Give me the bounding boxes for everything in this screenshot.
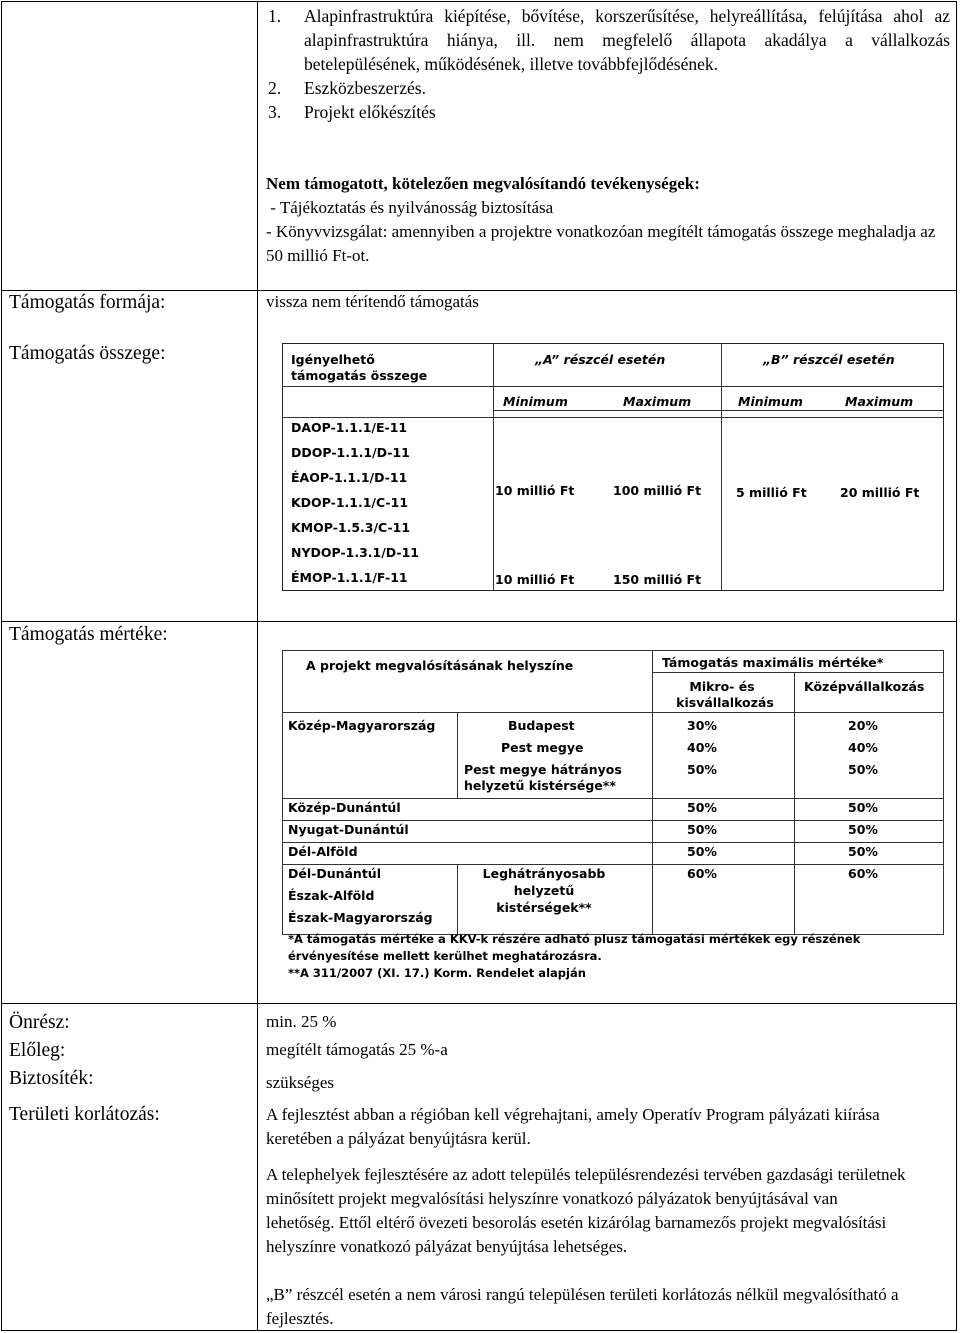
table-cell: 50% <box>687 844 717 859</box>
value-biztositek: szükséges <box>266 1073 334 1092</box>
table-cell: Pest megye <box>501 740 584 755</box>
table-cell: helyzetű kistérsége** <box>464 778 616 793</box>
value-teruleti-p2: A telephelyek fejlesztésére az adott település településrendezési tervében gazdasági területnek minősített projekt megvalósítási helyszínre vonatkozó pályázatok benyújtásával van lehetőség. Ettől eltérő övezeti besorolás esetén kizárólag barnamezős projekt megvalósítási helyszínre vonatkozó pályázat benyújtása lehetséges. <box>266 1165 906 1256</box>
label-forma: Támogatás formája: <box>9 292 166 313</box>
amount-table <box>282 343 944 591</box>
table-cell: 40% <box>848 740 878 755</box>
table-cell: Pest megye hátrányos <box>464 762 622 777</box>
mandatory-item: - Tájékoztatás és nyilvánosság biztosítása <box>266 198 554 217</box>
row-divider <box>1 1003 957 1004</box>
mandatory-item: - Könyvvizsgálat: amennyiben a projektre vonatkozóan megítélt támogatás összege meghaladja az 50 millió Ft-ot. <box>266 222 936 265</box>
list-text: Alapinfrastruktúra kiépítése, bővítése, korszerűsítése, helyreállítása, felújítása ahol az alapinfrastruktúra hiánya, ill. nem megfelelő állapota akadálya a vállalkozás betelepülésének, működésének, illetve továbbfejlődésének. <box>304 6 950 74</box>
value-teruleti-p3: „B” részcél esetén a nem városi rangú településen területi korlátozás nélkül megvalósítható a fejlesztés. <box>266 1285 899 1328</box>
label-teruleti: Területi korlátozás: <box>9 1104 160 1125</box>
table-header: A projekt megvalósításának helyszíne <box>306 658 574 673</box>
table-cell: 60% <box>687 866 717 881</box>
table-cell: 100 millió Ft <box>613 483 702 498</box>
table-header: Minimum <box>738 394 803 409</box>
label-mertek: Támogatás mértéke: <box>9 624 168 645</box>
table-cell: 30% <box>687 718 717 733</box>
value-eloleg: megítélt támogatás 25 %-a <box>266 1040 448 1059</box>
table-header: „B” részcél esetén <box>763 352 895 367</box>
table-cell: 20% <box>848 718 878 733</box>
table-cell: NYDOP-1.3.1/D-11 <box>291 545 419 560</box>
table-cell: Leghátrányosabb <box>482 866 606 881</box>
table-cell: 50% <box>687 800 717 815</box>
table-cell: 5 millió Ft <box>736 485 807 500</box>
list-item <box>268 100 950 124</box>
table-cell: KMOP-1.5.3/C-11 <box>291 520 411 535</box>
table-cell: 20 millió Ft <box>840 485 920 500</box>
column-divider <box>257 1 258 1331</box>
row-divider <box>1 621 957 622</box>
table-cell: Dél-Dunántúl <box>288 866 381 881</box>
table-cell: Nyugat-Dunántúl <box>288 822 409 837</box>
activity-list <box>268 4 950 124</box>
mandatory-activities <box>266 172 946 268</box>
list-item <box>268 76 950 100</box>
table-cell: Észak-Magyarország <box>288 910 433 925</box>
table-header: támogatás összege <box>291 368 428 383</box>
table-cell: Közép-Dunántúl <box>288 800 401 815</box>
table-note: érvényesítése mellett kerülhet meghatározásra. <box>288 949 602 963</box>
list-text: Eszközbeszerzés. <box>304 78 426 98</box>
table-header: Maximum <box>623 394 692 409</box>
table-cell: 50% <box>687 762 717 777</box>
table-cell: helyzetű <box>513 883 575 898</box>
value-forma: vissza nem térítendő támogatás <box>266 292 479 311</box>
table-note: *A támogatás mértéke a KKV-k részére adható plusz támogatási mértékek egy részének <box>288 932 861 946</box>
table-cell: 10 millió Ft <box>495 572 575 587</box>
label-biztositek: Biztosíték: <box>9 1068 94 1089</box>
table-cell: 10 millió Ft <box>495 483 575 498</box>
table-header: Minimum <box>503 394 568 409</box>
table-cell: 50% <box>687 822 717 837</box>
list-text: Projekt előkészítés <box>304 102 436 122</box>
table-header: Maximum <box>845 394 914 409</box>
table-note: **A 311/2007 (XI. 17.) Korm. Rendelet alapján <box>288 966 586 980</box>
table-header: Mikro- és <box>689 679 755 694</box>
list-item <box>268 4 950 76</box>
label-eloleg: Előleg: <box>9 1040 66 1061</box>
table-header: Támogatás maximális mértéke* <box>662 655 884 670</box>
value-teruleti-p1: A fejlesztést abban a régióban kell végrehajtani, amely Operatív Program pályázati kiírása keretében a pályázat benyújtásra kerül. <box>266 1105 880 1148</box>
table-header: Középvállalkozás <box>804 679 925 694</box>
table-cell: ÉAOP-1.1.1/D-11 <box>291 470 408 485</box>
table-cell: 50% <box>848 762 878 777</box>
value-onresz: min. 25 % <box>266 1012 337 1031</box>
mandatory-heading: Nem támogatott, kötelezően megvalósítandó tevékenységek: <box>266 174 700 193</box>
table-cell: kistérségek** <box>496 900 592 915</box>
table-cell: Budapest <box>508 718 575 733</box>
table-cell: 50% <box>848 822 878 837</box>
label-osszeg: Támogatás összege: <box>9 343 166 364</box>
table-header: „A” részcél esetén <box>535 352 666 367</box>
label-onresz: Önrész: <box>9 1012 70 1033</box>
table-cell: 60% <box>848 866 878 881</box>
table-header: Igényelhető <box>291 352 375 367</box>
table-cell: Közép-Magyarország <box>288 718 436 733</box>
table-cell: 40% <box>687 740 717 755</box>
table-cell: DAOP-1.1.1/E-11 <box>291 420 408 435</box>
list-number: 3. <box>268 102 282 122</box>
row-divider <box>1 290 957 291</box>
table-cell: Észak-Alföld <box>288 888 375 903</box>
table-cell: 50% <box>848 800 878 815</box>
list-number: 1. <box>268 6 282 26</box>
table-cell: ÉMOP-1.1.1/F-11 <box>291 570 408 585</box>
table-cell: 50% <box>848 844 878 859</box>
table-header: kisvállalkozás <box>676 695 774 710</box>
rate-table <box>282 650 944 980</box>
table-cell: KDOP-1.1.1/C-11 <box>291 495 409 510</box>
table-cell: DDOP-1.1.1/D-11 <box>291 445 410 460</box>
table-cell: Dél-Alföld <box>288 844 358 859</box>
table-cell: 150 millió Ft <box>613 572 702 587</box>
list-number: 2. <box>268 78 282 98</box>
